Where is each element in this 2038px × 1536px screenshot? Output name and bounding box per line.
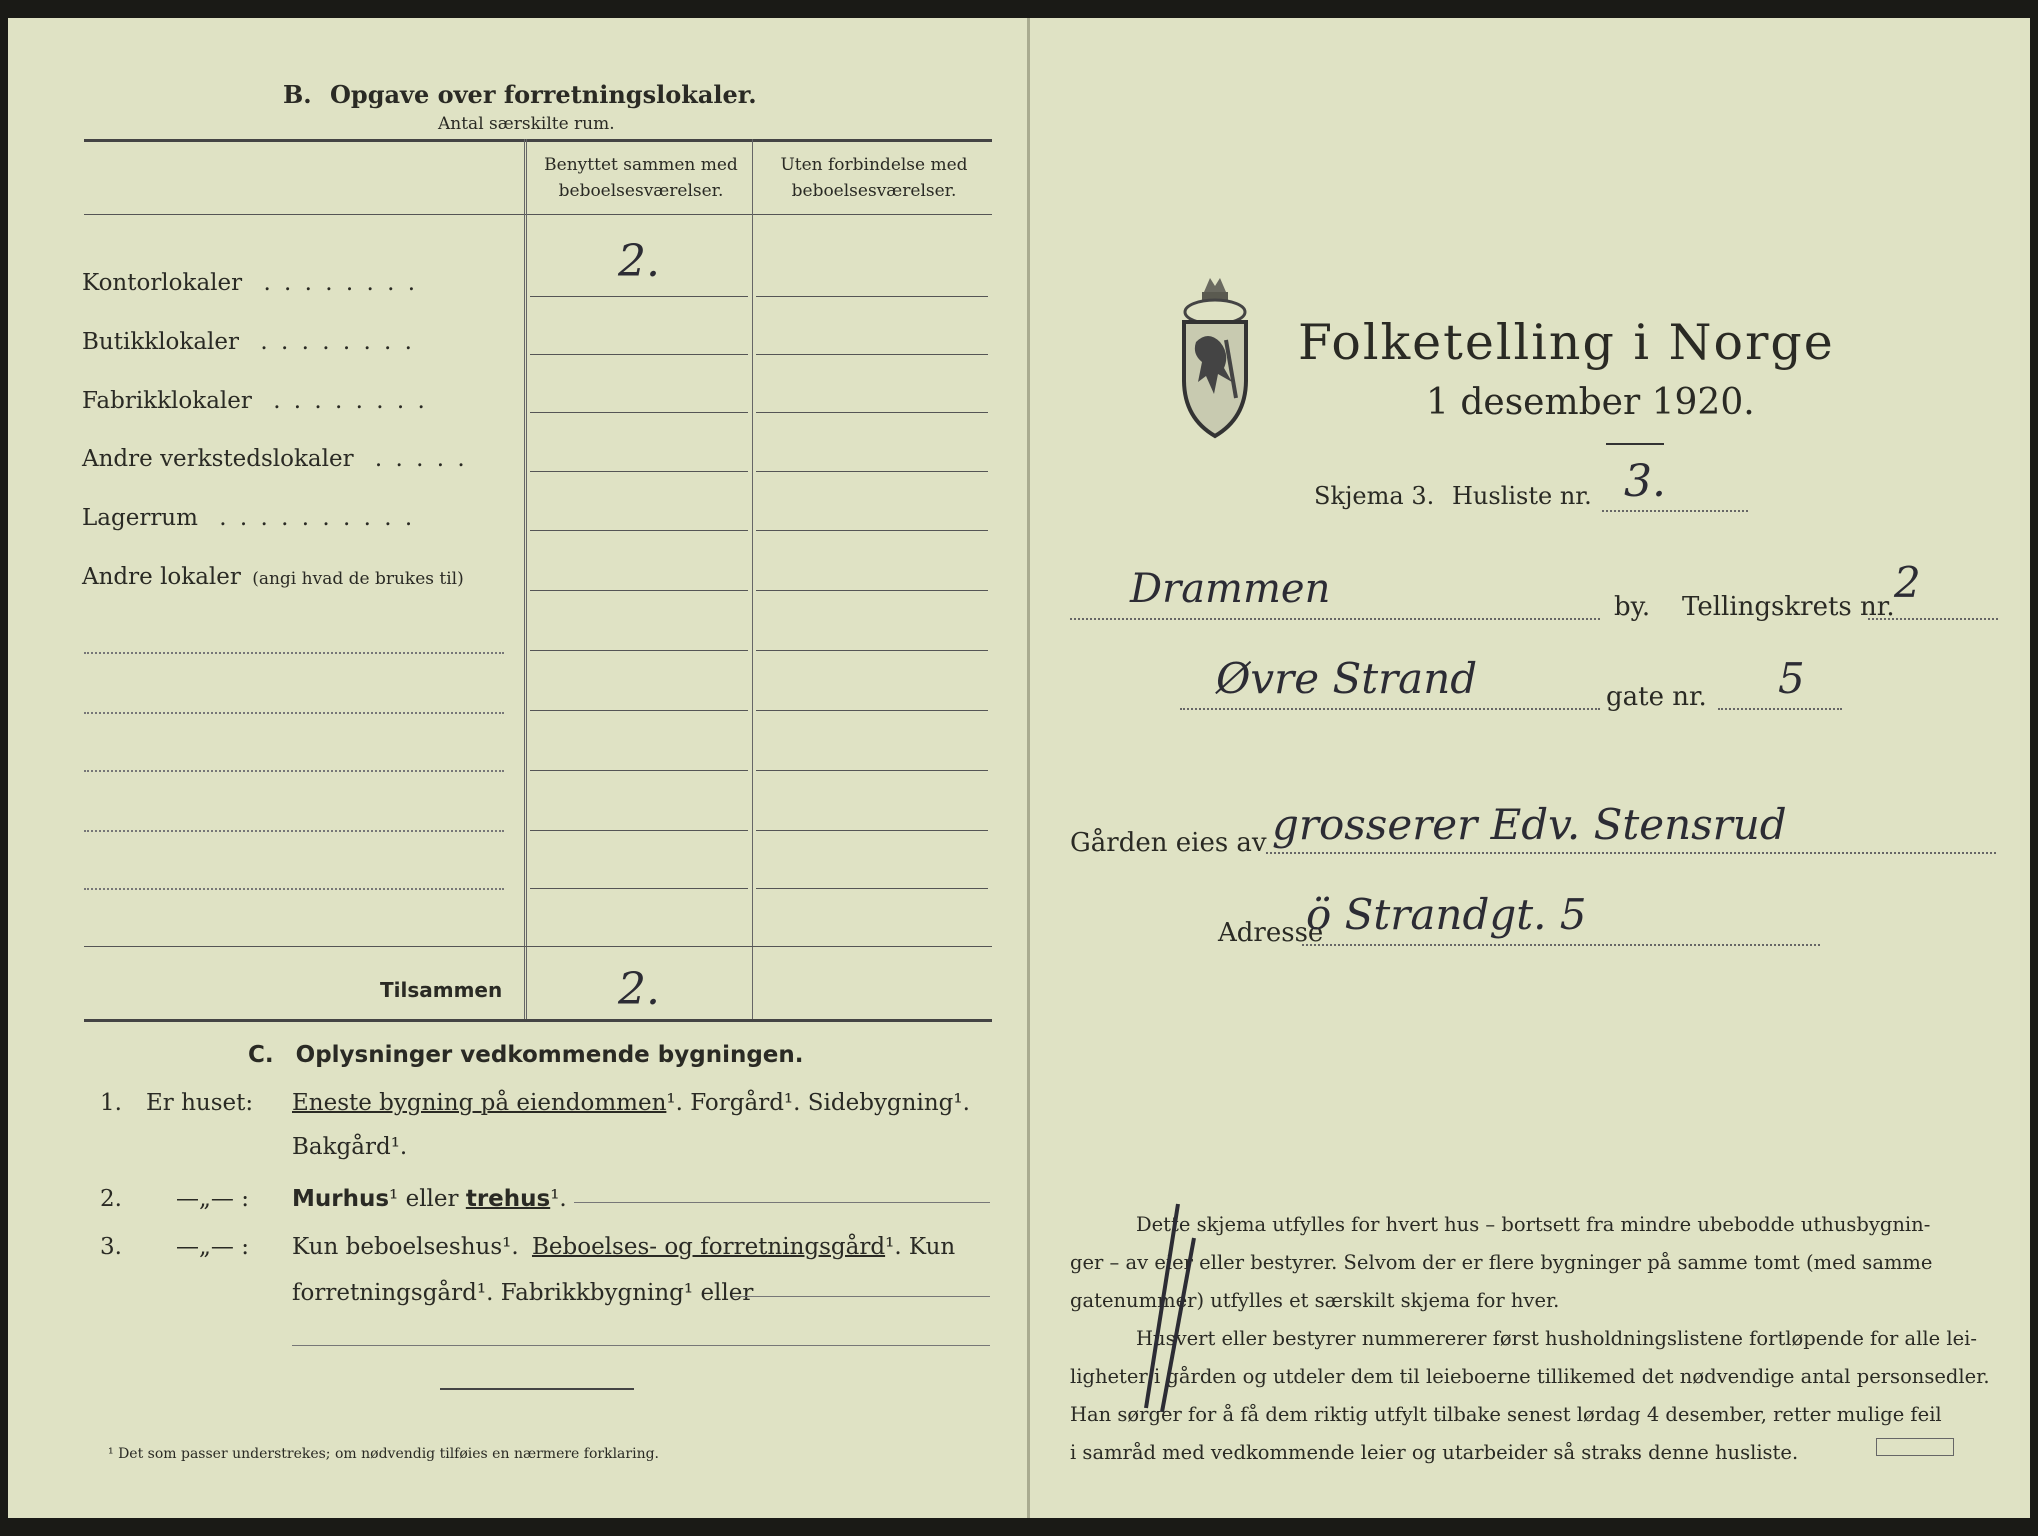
question-1-line2: Bakgård¹. — [292, 1134, 408, 1160]
section-b-subtitle: Antal særskilte rum. — [438, 114, 615, 134]
right-page — [1030, 18, 2030, 1518]
col1-line — [530, 710, 748, 711]
col2-header — [756, 152, 992, 204]
printer-stamp-icon — [1876, 1438, 1954, 1456]
row-dots: . . . . . . . . — [263, 270, 419, 296]
address-fill-line — [1302, 944, 1820, 946]
row-kontorlokaler — [82, 270, 418, 296]
husliste-number: 3. — [1624, 456, 1666, 507]
option-beboelses-og-forretningsgard: Beboelses- og forretningsgård — [531, 1234, 886, 1260]
col1-line — [530, 471, 748, 472]
question-3-options — [292, 1234, 955, 1260]
row-note: (angi hvad de brukes til) — [252, 569, 464, 589]
instruction-line: gatenummer) utfylles et særskilt skjema for hver. — [1070, 1289, 1560, 1312]
section-c-letter: C. — [248, 1042, 274, 1068]
date-rule — [1606, 443, 1664, 445]
col2-line — [756, 650, 988, 651]
option-kun-beboelseshus: Kun beboelseshus¹. — [292, 1234, 519, 1260]
row-label: Kontorlokaler — [82, 270, 243, 296]
instruction-line: i samråd med vedkommende leier og utarbeider så straks denne husliste. — [1070, 1441, 1799, 1464]
table-top-rule — [84, 139, 992, 142]
col1-line — [530, 354, 748, 355]
tellingskrets-label: Tellingskrets nr. — [1682, 592, 1895, 622]
owner-handwritten: grosserer Edv. Stensrud — [1272, 800, 1787, 849]
section-b-letter: B. — [283, 80, 312, 109]
option-murhus: Murhus — [292, 1186, 390, 1212]
col1-line — [530, 888, 748, 889]
row-label: Lagerrum — [82, 505, 198, 531]
address-handwritten: ö Strandgt. 5 — [1306, 890, 1587, 939]
row-dots: . . . . . — [374, 446, 468, 472]
husliste-label: Husliste nr. — [1452, 482, 1592, 510]
row-label: Andre verkstedslokaler — [82, 446, 354, 472]
section-b-title — [283, 80, 757, 109]
table-col-divider-2 — [752, 139, 753, 1021]
owner-fill-line — [1266, 852, 1996, 854]
question-2-options — [292, 1186, 567, 1212]
question-3-prefix: —„— : — [176, 1234, 249, 1260]
row-label: Andre lokaler — [82, 564, 241, 590]
table-header-rule — [84, 214, 992, 215]
instruction-line: Dette skjema utfylles for hvert hus – bortsett fra mindre ubebodde uthusbygnin- — [1136, 1213, 1931, 1236]
question-2-fill-line — [574, 1202, 990, 1203]
col1-header-line2: beboelsesværelser. — [558, 181, 724, 201]
question-2-number: 2. — [100, 1186, 122, 1212]
row-dots: . . . . . . . . — [260, 329, 415, 355]
instruction-line: Husvert eller bestyrer nummererer først husholdningslistene fortløpende for alle lei- — [1136, 1327, 1977, 1350]
col1-line — [530, 412, 748, 413]
question-3-extra-line — [292, 1345, 990, 1346]
col1-line — [530, 590, 748, 591]
row-fabrikklokaler — [82, 388, 428, 414]
blank-dotted-line — [84, 712, 504, 714]
instruction-line: ger – av eier eller bestyrer. Selvom der er flere bygninger på samme tomt (med samme — [1070, 1251, 1933, 1274]
row-andre-lokaler — [82, 564, 464, 590]
handwritten-mark-icon — [1118, 1198, 1198, 1418]
tellingskrets-number: 2 — [1894, 558, 1921, 607]
blank-dotted-line — [84, 888, 504, 890]
question-3-rest: ¹. Kun — [885, 1234, 956, 1260]
table-bottom-rule — [84, 1019, 992, 1022]
row-dots: . . . . . . . . . . — [219, 505, 416, 531]
option-eneste-bygning: Eneste bygning på eiendommen — [292, 1090, 667, 1116]
document-title: Folketelling i Norge — [1298, 314, 1835, 371]
col1-line — [530, 530, 748, 531]
row-label: Butikklokaler — [82, 329, 240, 355]
col1-line — [530, 770, 748, 771]
closing-rule — [440, 1388, 634, 1390]
col1-line — [530, 296, 748, 297]
row-butikklokaler — [82, 329, 415, 355]
gate-fill-line — [1718, 708, 1842, 710]
by-label: by. — [1614, 592, 1651, 622]
question-3-number: 3. — [100, 1234, 122, 1260]
blank-dotted-line — [84, 830, 504, 832]
question-3-fill-line — [732, 1296, 990, 1297]
husliste-fill-line — [1602, 510, 1748, 512]
row-andre-verkstedslokaler — [82, 446, 468, 472]
tellingskrets-fill-line — [1868, 618, 1998, 620]
col2-line — [756, 296, 988, 297]
kontorlokaler-col1-value: 2. — [618, 236, 660, 287]
blank-dotted-line — [84, 652, 504, 654]
col2-line — [756, 471, 988, 472]
col1-line — [530, 830, 748, 831]
section-c-title-text: Oplysninger vedkommende bygningen. — [295, 1042, 804, 1068]
table-col-divider-1 — [524, 139, 527, 1021]
instruction-line: Han sørger for å få dem riktig utfylt tilbake senest lørdag 4 desember, retter mulige feil — [1070, 1403, 1942, 1426]
address-label: Adresse — [1218, 918, 1324, 948]
col2-line — [756, 530, 988, 531]
question-2-prefix: —„— : — [176, 1186, 249, 1212]
question-1-rest: ¹. Forgård¹. Sidebygning¹. — [666, 1090, 970, 1116]
gate-nr-label: gate nr. — [1606, 682, 1707, 712]
question-1-options — [292, 1090, 970, 1116]
col1-header — [530, 152, 752, 204]
col1-line — [530, 650, 748, 651]
col1-header-line1: Benyttet sammen med — [544, 155, 738, 175]
row-lagerrum — [82, 505, 415, 531]
col2-line — [756, 710, 988, 711]
section-b-title-text: Opgave over forretningslokaler. — [330, 80, 757, 109]
total-label: Tilsammen — [380, 978, 503, 1002]
total-top-rule — [84, 946, 992, 947]
question-2-mid: ¹ eller — [389, 1186, 459, 1212]
skjema-label: Skjema 3. — [1314, 482, 1435, 510]
total-col1-value: 2. — [618, 964, 660, 1015]
question-3-line2: forretningsgård¹. Fabrikkbygning¹ eller — [292, 1280, 754, 1306]
question-1-number: 1. — [100, 1090, 122, 1116]
left-page — [8, 18, 1028, 1518]
col2-line — [756, 590, 988, 591]
instructions — [1070, 1206, 2000, 1472]
col2-line — [756, 354, 988, 355]
row-label: Fabrikklokaler — [82, 388, 252, 414]
row-dots: . . . . . . . . — [273, 388, 428, 414]
owner-label: Gården eies av — [1070, 828, 1267, 858]
blank-dotted-line — [84, 770, 504, 772]
street-fill-line — [1180, 708, 1600, 710]
instruction-line: ligheter i gården og utdeler dem til leieboerne tillikemed det nødvendige antal personsedler. — [1070, 1365, 1990, 1388]
street-handwritten: Øvre Strand — [1216, 654, 1478, 703]
coat-of-arms-icon — [1174, 270, 1256, 440]
section-c-title — [248, 1042, 804, 1068]
col2-line — [756, 888, 988, 889]
option-trehus: trehus — [465, 1186, 551, 1212]
col2-header-line2: beboelsesværelser. — [791, 181, 957, 201]
question-1-prefix: Er huset: — [146, 1090, 254, 1116]
question-2-end: ¹. — [550, 1186, 567, 1212]
gate-number: 5 — [1778, 654, 1805, 703]
city-handwritten: Drammen — [1130, 566, 1331, 612]
col2-line — [756, 412, 988, 413]
col2-line — [756, 770, 988, 771]
col2-line — [756, 830, 988, 831]
census-date: 1 desember 1920. — [1426, 382, 1755, 423]
city-fill-line — [1070, 618, 1600, 620]
footnote: ¹ Det som passer understrekes; om nødvendig tilføies en nærmere forklaring. — [108, 1446, 660, 1462]
col2-header-line1: Uten forbindelse med — [780, 155, 968, 175]
